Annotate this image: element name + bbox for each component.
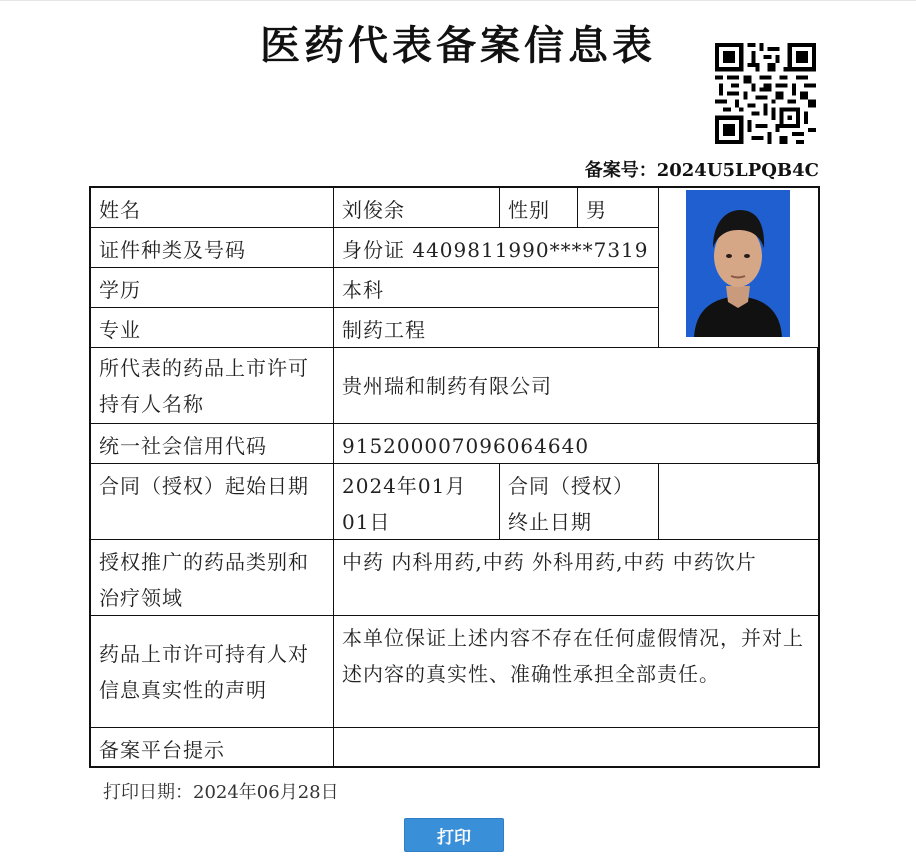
gender-label: 性别 [500,188,578,228]
declaration-label-text: 药品上市许可持有人对信息真实性的声明 [99,641,309,702]
print-button[interactable]: 打印 [404,818,504,852]
education-label: 学历 [91,268,334,308]
start-date-value: 2024年01月01日 [334,464,500,540]
category-value: 中药 内科用药,中药 外科用药,中药 中药饮片 [334,540,818,616]
print-date-value: 2024年06月28日 [193,782,339,803]
education-value: 本科 [334,268,659,308]
holder-label-text: 所代表的药品上市许可持有人名称 [99,355,309,416]
print-date [103,778,339,804]
record-number-value: 2024U5LPQB4C [656,160,819,181]
record-number-label: 备案号： [584,160,657,181]
holder-value [334,348,818,424]
start-date-label: 合同（授权）起始日期 [91,464,334,540]
declaration-value: 本单位保证上述内容不存在任何虚假情况，并对上述内容的真实性、准确性承担全部责任。 [334,616,818,728]
id-value: 身份证 4409811990****7319 [334,228,659,268]
holder-label [91,348,334,424]
major-label: 专业 [91,308,334,348]
gender-value: 男 [578,188,659,228]
name-label: 姓名 [91,188,334,228]
declaration-label [91,616,334,728]
id-label: 证件种类及号码 [91,228,334,268]
name-value: 刘俊余 [334,188,500,228]
category-label: 授权推广的药品类别和治疗领域 [91,540,334,616]
photo-cell [659,188,818,348]
print-date-label: 打印日期： [103,782,193,803]
avatar [686,190,790,337]
page-title: 医药代表备案信息表 [260,22,656,69]
credit-code-label: 统一社会信用代码 [91,424,334,464]
record-number [585,156,819,182]
top-divider [0,0,916,1]
tips-value [334,728,818,766]
qr-code [715,43,816,144]
holder-value-text: 贵州瑞和制药有限公司 [342,373,552,398]
end-date-value [659,464,818,540]
info-table [89,186,820,768]
major-value: 制药工程 [334,308,659,348]
credit-code-value: 915200007096064640 [334,424,818,464]
tips-label: 备案平台提示 [91,728,334,766]
end-date-label: 合同（授权）终止日期 [500,464,659,540]
